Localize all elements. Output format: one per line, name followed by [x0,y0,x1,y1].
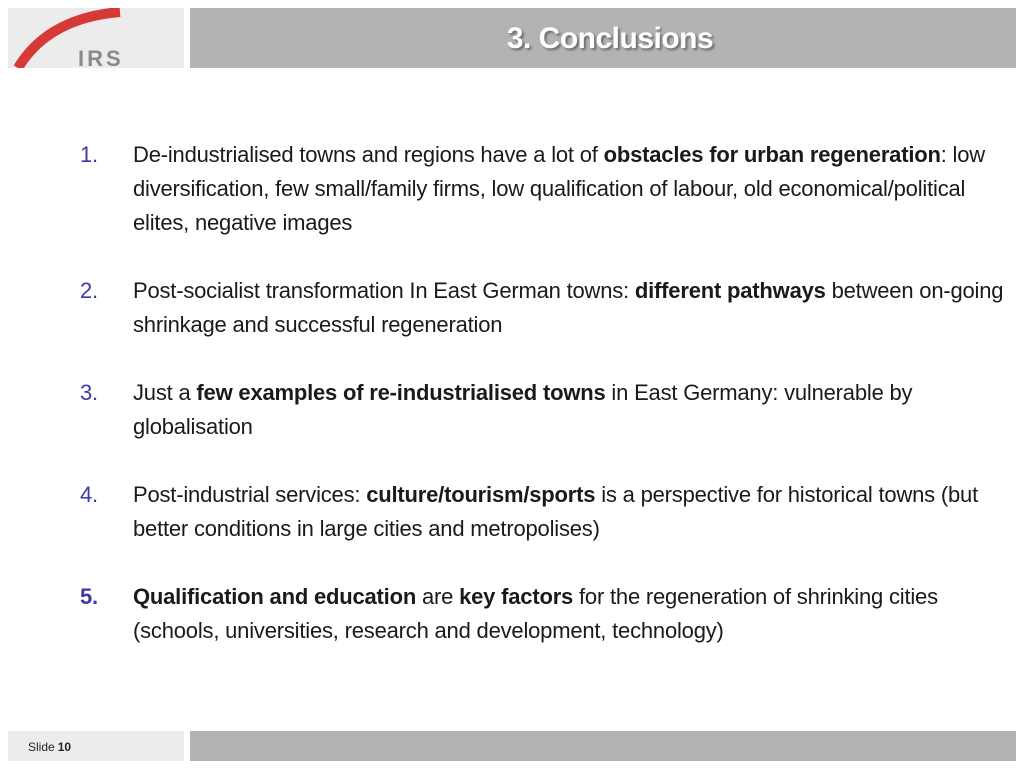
emphasis-text: obstacles for urban regeneration [603,142,941,167]
list-item [80,138,1010,240]
title-bar [190,8,1016,68]
emphasis-text: culture/tourism/sports [366,482,596,507]
body-text: Just a [133,380,197,405]
list-item-text [133,584,938,643]
list-item [80,580,1010,648]
body-text: : low diversification, few small/family firms, low qualification of labour, old economical/political elites, negative images [133,142,985,235]
list-item [80,274,1010,342]
slide-indicator [28,740,71,754]
body-text: in East Germany: vulnerable by globalisation [133,380,913,439]
list-item-number: 1. [80,142,98,167]
body-text: is a perspective for historical towns (but better conditions in large cities and metropolises) [133,482,978,541]
emphasis-text: key factors [459,584,574,609]
logo-text: IRS [78,46,124,68]
logo-area [8,8,184,68]
list-item-text [133,380,912,439]
irs-logo [8,8,184,68]
list-item-number: 5. [80,584,98,609]
list-item [80,376,1010,444]
body-text: De-industrialised towns and regions have a lot of [133,142,604,167]
footer-bar [190,731,1016,761]
list-item-text [133,482,978,541]
footer-slide-box [8,731,184,761]
slide-number: 10 [57,740,72,754]
slide-title: 3. Conclusions [506,22,714,55]
emphasis-text: different pathways [634,278,826,303]
list-item-text [133,142,985,235]
body-text: between on-going shrinkage and successful regeneration [133,278,1004,337]
emphasis-text: few examples of re-industrialised towns [196,380,606,405]
list-item [80,478,1010,546]
list-item-number: 2. [80,278,98,303]
body-text: Post-industrial services: [133,482,367,507]
list-item-text [133,278,1003,337]
slide-label: Slide [28,740,55,754]
body-text: are [416,584,460,609]
list-item-number: 3. [80,380,98,405]
body-text: Post-socialist transformation In East German towns: [133,278,635,303]
emphasis-text: Qualification and education [133,584,417,609]
body-text: for the regeneration of shrinking cities (schools, universities, research and development, technology) [133,584,938,643]
list-item-number: 4. [80,482,98,507]
conclusions-list [80,138,1010,682]
